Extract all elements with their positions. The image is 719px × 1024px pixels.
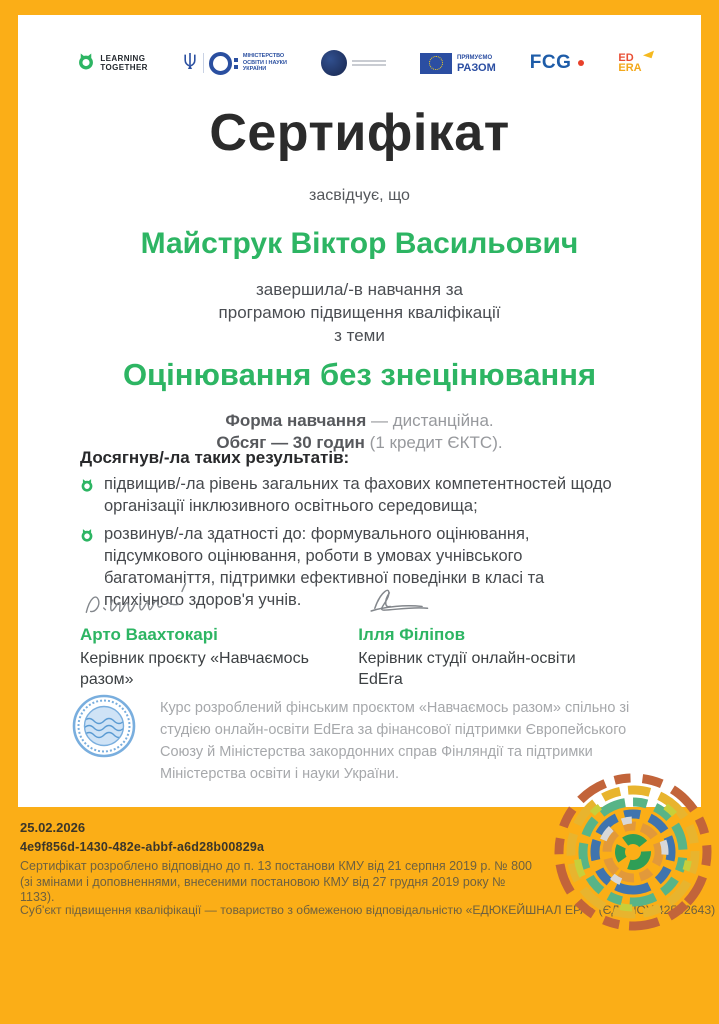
course-note-text: Курс розроблений фінським проєктом «Навчаємось разом» спільно зі студією онлайн-освіти EdEra за фінансової підтримки Європейського Союзу й Міністерства закордонних справ Фінляндії та підтримки Міністерства освіти і науки України. bbox=[160, 700, 630, 782]
result-item-text: підвищив/-ла рівень загальних та фахових компетентностей щодо організації інклюзивного освітнього середовища; bbox=[104, 475, 612, 515]
signatory-role: Керівник студії онлайн-освіти EdEra bbox=[358, 650, 576, 688]
completion-line-3: з теми bbox=[334, 326, 385, 345]
ministry-finland-logo bbox=[321, 50, 386, 76]
edera-label-top: ED bbox=[618, 52, 634, 64]
ministry-finland-text-mark bbox=[352, 58, 386, 68]
form-value: — дистанційна. bbox=[366, 411, 494, 430]
completion-line-1: завершила/-в навчання за bbox=[255, 280, 464, 299]
certificate-subtitle: засвідчує, що bbox=[309, 187, 410, 204]
signatory-name: Арто Ваахтокарі bbox=[80, 625, 218, 644]
ministry-o-icon bbox=[209, 52, 238, 75]
eu-logo bbox=[420, 53, 496, 74]
signatures-row bbox=[80, 581, 661, 690]
edera-logo bbox=[618, 53, 641, 73]
result-item-text: розвинув/-ла здатності до: формувального оцінювання, підсумкового оцінювання, роботи в умовах учнівського багатоманіття, підтримки ефективної поведінки в класі та психічного здоров'я учнів. bbox=[104, 525, 545, 609]
signature-right bbox=[358, 581, 661, 690]
certificate-id: 4e9f856d-1430-482e-abbf-a6d28b00829a bbox=[20, 840, 265, 854]
ministry-education-label: МІНІСТЕРСТВО ОСВІТИ І НАУКИ УКРАЇНИ bbox=[242, 53, 287, 73]
spiral-watermark-icon bbox=[545, 772, 715, 947]
completion-line-2: програмою підвищення кваліфікації bbox=[218, 303, 501, 322]
form-of-study-line bbox=[18, 411, 701, 431]
fcg-label: FCG bbox=[529, 52, 572, 73]
issue-date: 25.02.2026 bbox=[20, 820, 86, 835]
recipient-name: Майструк Віктор Васильович bbox=[140, 227, 579, 260]
certificate-title: Сертифікат bbox=[209, 104, 510, 162]
signature-scrawl-icon bbox=[80, 581, 358, 621]
fcg-dot-icon bbox=[578, 60, 584, 66]
signatory-name: Ілля Філіпов bbox=[358, 625, 466, 644]
edera-label-bottom: ERA bbox=[618, 62, 642, 74]
course-title: Оцінювання без знецінювання bbox=[122, 357, 597, 392]
stamp-icon bbox=[72, 693, 136, 764]
signature-left bbox=[80, 581, 358, 690]
owl-icon bbox=[77, 52, 95, 75]
learning-together-logo bbox=[77, 52, 148, 75]
trident-icon bbox=[182, 50, 198, 77]
eu-label: ПРЯМУЄМО РАЗОМ bbox=[457, 55, 496, 74]
signature-scrawl-icon bbox=[358, 581, 661, 621]
ministry-education-ukraine-logo bbox=[182, 50, 287, 77]
volume-value: (1 кредит ЄКТС). bbox=[364, 433, 503, 452]
partner-logos-row bbox=[18, 43, 701, 83]
certificate-panel bbox=[18, 15, 701, 807]
logo-divider bbox=[203, 53, 204, 73]
globe-icon bbox=[321, 50, 347, 76]
edera-cap-icon bbox=[643, 48, 654, 58]
eu-flag-icon bbox=[420, 53, 452, 74]
owl-bullet-icon bbox=[80, 473, 94, 517]
form-label: Форма навчання bbox=[225, 411, 367, 430]
learning-together-label: LEARNING TOGETHER bbox=[100, 54, 148, 72]
signatory-role: Керівник проєкту «Навчаємось разом» bbox=[80, 650, 309, 688]
completion-statement bbox=[18, 278, 701, 347]
volume-label: Обсяг — 30 годин bbox=[216, 433, 365, 452]
results-heading: Досягнув/-ла таких результатів: bbox=[80, 448, 350, 467]
list-item bbox=[80, 473, 612, 517]
regulation-note: Сертифікат розроблено відповідно до п. 13 постанови КМУ від 21 серпня 2019 р. № 800 (зі змінами і доповненнями, внесеними постановою КМУ від 27 грудня 2019 року № 1133). bbox=[20, 859, 533, 904]
subject-note: Суб'єкт підвищення кваліфікації — товариство з обмеженою відповідальністю «ЕДЮКЕЙШНАЛ ЕРА» (ЄДРПОУ 42502643) bbox=[20, 903, 716, 917]
fcg-logo bbox=[530, 52, 585, 74]
